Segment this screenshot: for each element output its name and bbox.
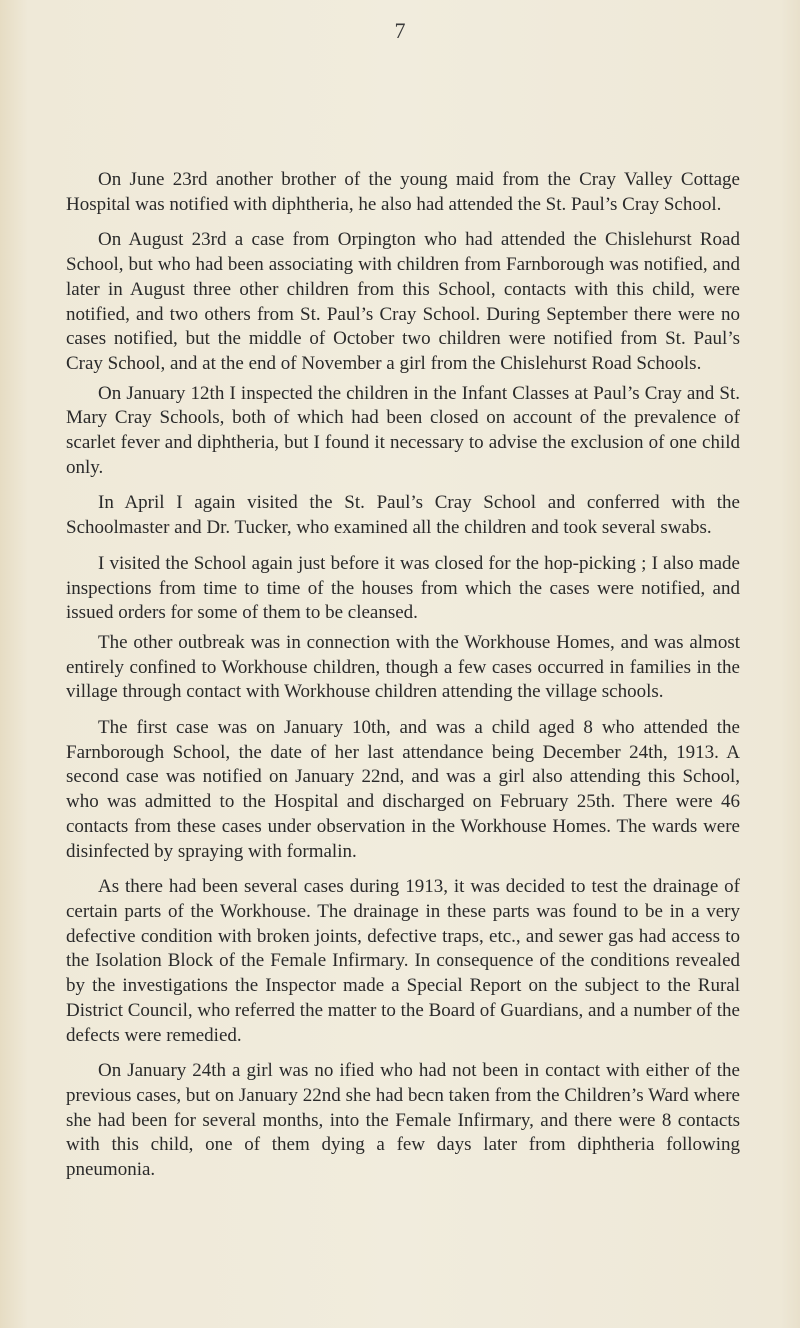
paragraph: On January 12th I inspected the children in the Infant Classes at Paul’s Cray and St. Mary Cray Schools, both of which had been closed on account of the prevalence of scarlet fever and diphtheria, but I found it necessary to advise the exclusion of one child only. <box>66 382 740 478</box>
paragraph: The first case was on January 10th, and was a child aged 8 who attended the Farnborough School, the date of her last attendance being December 24th, 1913. A second case was notified on January 22nd, and was a girl also attending this School, who was admitted to the Hospital and discharged on February 25th. There were 46 contacts from these cases under observation in the Workhouse Homes. The wards were disinfected by spraying with formalin. <box>66 717 740 862</box>
paragraph: On June 23rd another brother of the young maid from the Cray Valley Cottage Hospital was notified with diphtheria, he also had attended the St. Paul’s Cray School. <box>66 169 740 215</box>
paragraph: I visited the School again just before it was closed for the hop-picking ; I also made inspections from time to time of the houses from which the cases were notified, and issued orders for some of them to be cleansed. <box>66 552 740 624</box>
page-number: 7 <box>394 18 406 43</box>
paragraph: On January 24th a girl was no ified who had not been in contact with either of the previous cases, but on January 22nd she had becn taken from the Children’s Ward where she had been for several months, into the Female Infirmary, and there were 8 contacts with this child, one of them dying a few days later from diphtheria following pneumonia. <box>66 1060 740 1181</box>
body-text <box>66 168 740 1183</box>
paragraph: In April I again visited the St. Paul’s Cray School and conferred with the Schoolmaster and Dr. Tucker, who examined all the children and took several swabs. <box>66 492 740 539</box>
paragraph: The other outbreak was in connection with the Workhouse Homes, and was almost entirely confined to Workhouse children, though a few cases occurred in families in the village through contact with Workhouse children attending the village schools. <box>66 631 740 703</box>
paragraph: On August 23rd a case from Orpington who had attended the Chislehurst Road School, but who had been associating with children from Farnborough was notified, and later in August three other children from this School, contacts with this child, were notified, and two others from St. Paul’s Cray School. During September there were no cases notified, but the middle of October two children were notified from St. Paul’s Cray School, and at the end of November a girl from the Chislehurst Road Schools. <box>66 229 740 374</box>
paragraph: As there had been several cases during 1913, it was decided to test the drainage of certain parts of the Workhouse. The drainage in these parts was found to be in a very defective condition with broken joints, defective traps, etc., and sewer gas had access to the Isolation Block of the Female Infirmary. In consequence of the conditions revealed by the investigations the Inspector made a Special Report on the subject to the Rural District Council, who referred the matter to the Board of Guardians, and a number of the defects were remedied. <box>66 876 740 1046</box>
